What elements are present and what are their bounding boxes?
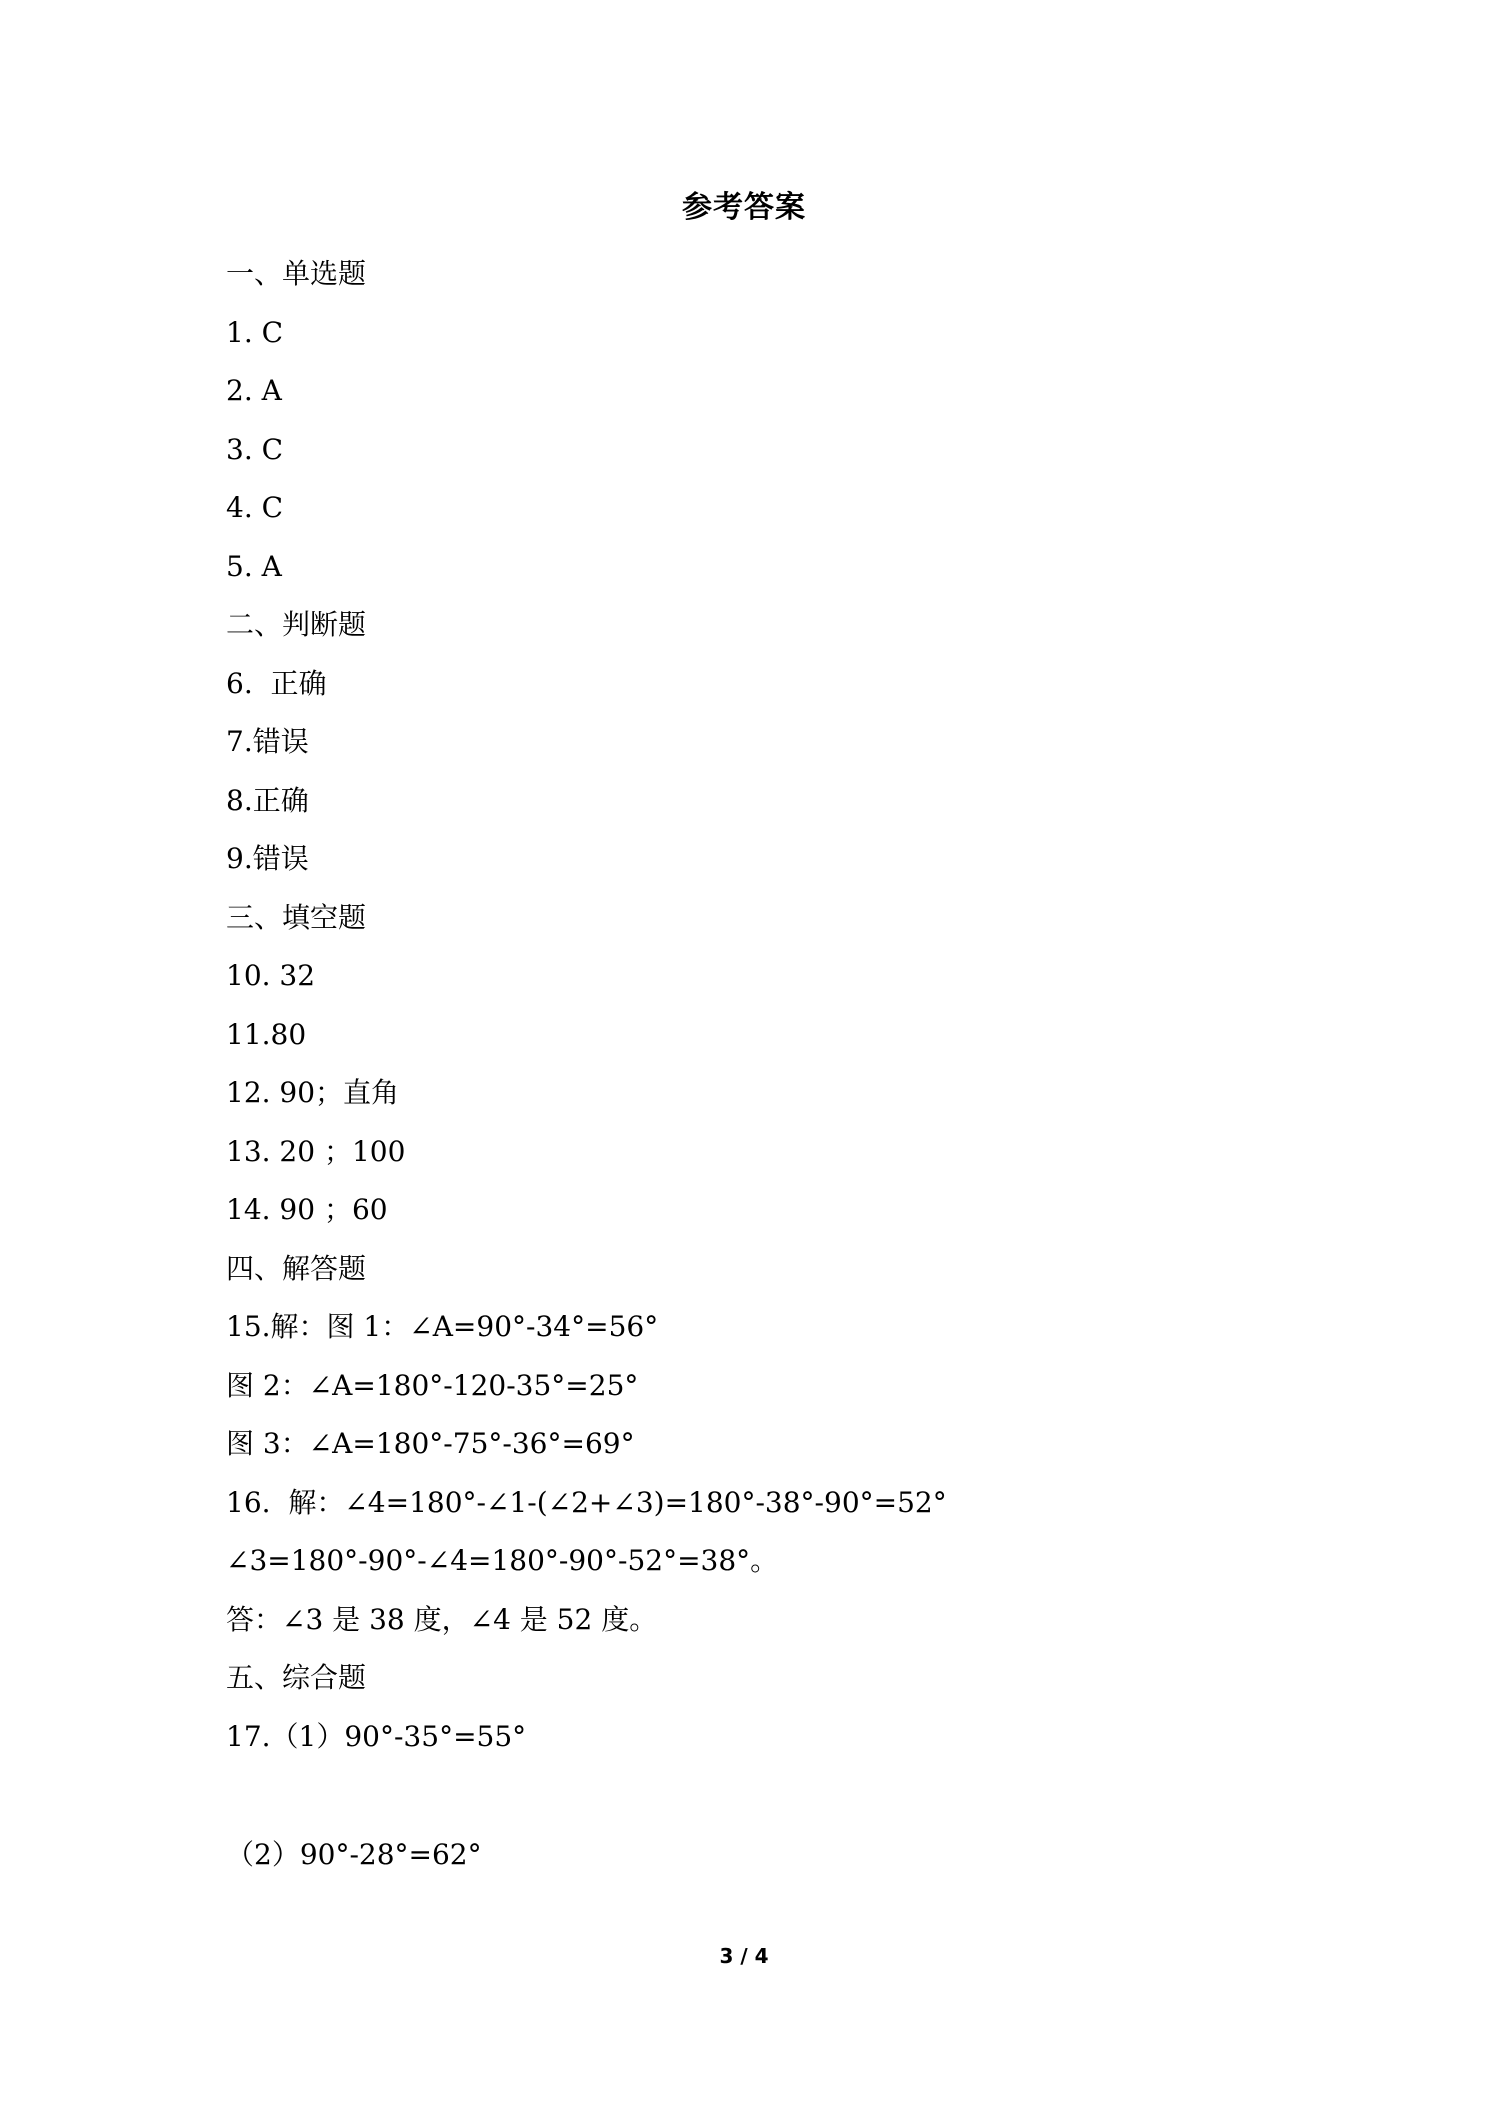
section-heading-true-false: 二、判断题 [226, 608, 367, 641]
section-heading-fill-blank: 三、填空题 [226, 900, 367, 934]
section-heading-single-choice: 一、单选题 [226, 257, 367, 290]
solution-line: （2）90°-28°=62° [226, 1838, 482, 1871]
answer-item: 11.80 [226, 1017, 307, 1051]
solution-line: 16. 解：∠4=180°-∠1-(∠2+∠3)=180°-38°-90°=52° [226, 1485, 947, 1519]
blank-gap [226, 1766, 1326, 1826]
page-title: 参考答案 [682, 190, 806, 225]
solution-line: 答：∠3 是 38 度，∠4 是 52 度。 [226, 1602, 658, 1636]
answer-item: 9.错误 [226, 842, 309, 875]
answer-item: 2. A [226, 374, 282, 407]
section-heading-solution: 四、解答题 [226, 1251, 367, 1285]
answer-item: 6. 正确 [226, 666, 327, 700]
answer-item: 12. 90；直角 [226, 1076, 400, 1109]
section-heading-comprehensive: 五、综合题 [226, 1661, 367, 1694]
solution-line: 15.解：图 1：∠A=90°-34°=56° [226, 1310, 659, 1343]
solution-line: 17.（1）90°-35°=55° [226, 1719, 527, 1753]
answer-item: 3. C [226, 432, 284, 466]
page-number: 3 / 4 [719, 1944, 769, 1968]
solution-line: 图 3：∠A=180°-75°-36°=69° [226, 1427, 635, 1460]
solution-line: ∠3=180°-90°-∠4=180°-90°-52°=38°。 [226, 1544, 779, 1577]
answer-item: 5. A [226, 549, 282, 583]
answer-item: 7.错误 [226, 725, 309, 758]
answer-content [226, 245, 1326, 1885]
answer-item: 8.正确 [226, 783, 309, 817]
solution-line: 图 2：∠A=180°-120-35°=25° [226, 1368, 639, 1402]
answer-item: 4. C [226, 491, 284, 524]
answer-item: 10. 32 [226, 959, 316, 992]
answer-item: 14. 90 ；60 [226, 1193, 388, 1226]
answer-item: 13. 20 ；100 [226, 1134, 406, 1168]
answer-item: 1. C [226, 315, 284, 349]
